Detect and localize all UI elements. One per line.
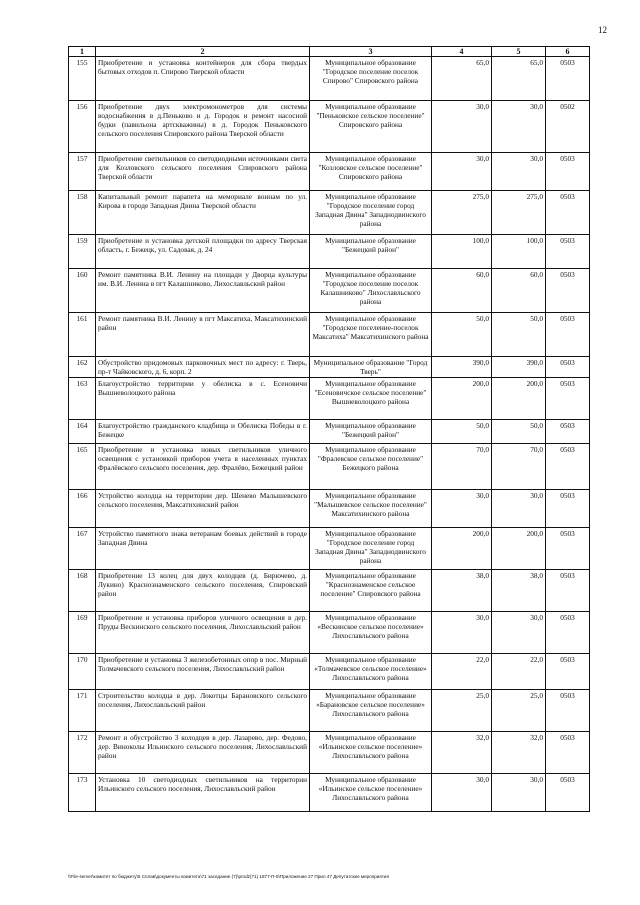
row-number: 164 [69,420,96,444]
row-description: Благоустройство территории у обелиска в с. Есеновичи Вышневолоцкого района [96,378,310,420]
row-recipient: Муниципальное образование "Бежецкий район" [310,235,432,269]
row-budget-code: 0503 [546,235,590,269]
row-recipient: Муниципальное образование "Фралевское сельское поселение" Бежецкого района [310,444,432,490]
row-description: Приобретение двух электромонометров для системы водоснабжения в д.Пеньково и д. Городок и ремонт насосной будки (павильона артскважины) в д. Городок Пеньковского сельского поселения Спировского района Тверской области [96,101,310,153]
column-header: 2 [96,47,310,57]
row-amount-1: 30,0 [432,774,492,812]
row-budget-code: 0503 [546,690,590,732]
table-row [69,357,590,378]
row-amount-2: 30,0 [492,774,546,812]
row-description: Установка 10 светодиодных светильников на территории Ильинского сельского поселения, Лихославльский район [96,774,310,812]
row-recipient: Муниципальное образование "Городское поселение-поселок Максатиха" Максатихинского района [310,313,432,357]
row-budget-code: 0503 [546,378,590,420]
row-amount-2: 275,0 [492,191,546,235]
row-recipient: Муниципальное образование "Малышевское сельское поселение" Максатихинского района [310,490,432,528]
row-amount-2: 25,0 [492,690,546,732]
table-row [69,570,590,612]
row-number: 172 [69,732,96,774]
row-recipient: Муниципальное образование "Городское поселение город Западная Двина" Западнодвинского района [310,191,432,235]
table-row [69,313,590,357]
row-number: 162 [69,357,96,378]
row-recipient: Муниципальное образование "Есеновичское сельское поселение" Вышневолоцкого района [310,378,432,420]
row-amount-2: 22,0 [492,654,546,690]
row-recipient: Муниципальное образование "Городское поселение поселок Спирово" Спировского района [310,57,432,101]
row-amount-1: 32,0 [432,732,492,774]
row-amount-2: 38,0 [492,570,546,612]
row-amount-1: 100,0 [432,235,492,269]
table-row [69,490,590,528]
row-amount-1: 70,0 [432,444,492,490]
row-recipient: Муниципальное образование «Толмачевское сельское поселение» Лихославльского района [310,654,432,690]
row-recipient: Муниципальное образование «Барановское сельское поселение» Лихославльского района [310,690,432,732]
file-path-footer: \\File-server\комитет по бюджету\5 Сплав\документы комитета\71 заседание (7)\prodz(71) 1877-П-5\Приложение 27 Прил 47 Депутатские мероприятия [68,874,389,879]
table-row [69,654,590,690]
row-amount-2: 200,0 [492,528,546,570]
row-amount-2: 30,0 [492,153,546,191]
row-budget-code: 0503 [546,313,590,357]
row-number: 160 [69,269,96,313]
row-amount-2: 50,0 [492,313,546,357]
row-amount-1: 30,0 [432,101,492,153]
allocation-table [68,46,590,812]
column-header: 4 [432,47,492,57]
row-amount-2: 50,0 [492,420,546,444]
row-description: Приобретение светильников со светодиодными источниками света для Козловского сельского поселения Спировского района Тверской области [96,153,310,191]
table-row [69,690,590,732]
table-row [69,57,590,101]
row-number: 163 [69,378,96,420]
row-amount-1: 275,0 [432,191,492,235]
page-number: 12 [598,25,607,35]
row-number: 155 [69,57,96,101]
row-amount-2: 100,0 [492,235,546,269]
row-description: Приобретение и установка детской площадки по адресу Тверская область, г. Бежецк, ул. Садовая, д. 24 [96,235,310,269]
row-recipient: Муниципальное образование «Ильинское сельское поселение» Лихославльского района [310,732,432,774]
row-description: Обустройство придомовых парковочных мест по адресу: г. Тверь, пр-т Чайковского, д. 6, корп. 2 [96,357,310,378]
row-number: 171 [69,690,96,732]
row-description: Приобретение и установка 3 железобетонных опор в пос. Мирный Толмачевского сельского поселения, Лихославльский район [96,654,310,690]
row-number: 166 [69,490,96,528]
row-description: Ремонт и обустройство 3 колодцев в дер. Лазарево, дер. Федово, дер. Виноколы Ильинского сельского поселения, Лихославльский район [96,732,310,774]
row-recipient: Муниципальное образование "Краснознаменское сельское поселение" Спировского района [310,570,432,612]
row-budget-code: 0503 [546,420,590,444]
row-amount-1: 22,0 [432,654,492,690]
row-amount-1: 25,0 [432,690,492,732]
row-description: Благоустройство гражданского кладбища и Обелиска Победы в г. Бежецке [96,420,310,444]
row-budget-code: 0503 [546,732,590,774]
row-amount-2: 70,0 [492,444,546,490]
row-description: Приобретение и установка новых светильников уличного освещения с установкой приборов учета в населенных пунктах Фралёвского сельского поселения, дер. Фралёво, Бежецкий район [96,444,310,490]
row-amount-2: 60,0 [492,269,546,313]
row-budget-code: 0503 [546,57,590,101]
row-amount-2: 30,0 [492,490,546,528]
row-description: Ремонт памятника В.И. Ленину в пгт Максатиха, Максатихинский район [96,313,310,357]
row-budget-code: 0503 [546,612,590,654]
row-description: Капитальный ремонт парапета на мемориале воинам по ул. Кирова в городе Западная Двина Тверской области [96,191,310,235]
row-amount-1: 30,0 [432,612,492,654]
table-row [69,612,590,654]
column-header: 6 [546,47,590,57]
row-recipient: Муниципальное образование "Бежецкий район" [310,420,432,444]
row-budget-code: 0503 [546,774,590,812]
row-amount-1: 65,0 [432,57,492,101]
row-amount-1: 60,0 [432,269,492,313]
row-amount-2: 65,0 [492,57,546,101]
table-row [69,732,590,774]
table-row [69,101,590,153]
row-budget-code: 0503 [546,357,590,378]
column-header: 3 [310,47,432,57]
row-budget-code: 0502 [546,101,590,153]
table-row [69,153,590,191]
row-number: 159 [69,235,96,269]
row-recipient: Муниципальное образование "Пеньковское сельское поселение" Спировского района [310,101,432,153]
table-row [69,774,590,812]
row-description: Приобретение и установка приборов уличного освещения в дер. Пруды Вескинского сельского поселения, Лихославльский район [96,612,310,654]
row-amount-1: 38,0 [432,570,492,612]
row-description: Устройство памятного знака ветеранам боевых действий в городе Западная Двина [96,528,310,570]
row-description: Приобретение 13 колец для двух колодцев (д. Бирючево, д. Лукино) Краснознаменского сельского поселения, Спировский район [96,570,310,612]
row-number: 165 [69,444,96,490]
table-row [69,191,590,235]
column-header: 5 [492,47,546,57]
row-description: Строительство колодца в дер. Локотцы Барановского сельского поселения, Лихославльский район [96,690,310,732]
table-header-row [69,47,590,57]
row-number: 161 [69,313,96,357]
row-amount-1: 50,0 [432,420,492,444]
table-row [69,269,590,313]
table-row [69,420,590,444]
row-number: 173 [69,774,96,812]
row-budget-code: 0503 [546,528,590,570]
row-recipient: Муниципальное образование "Городское поселение поселок Калашниково" Лихославльского района [310,269,432,313]
row-number: 170 [69,654,96,690]
row-amount-1: 200,0 [432,528,492,570]
table-row [69,528,590,570]
row-budget-code: 0503 [546,444,590,490]
row-recipient: Муниципальное образование «Вескинское сельское поселение» Лихославльского района [310,612,432,654]
row-amount-2: 30,0 [492,101,546,153]
table-row [69,235,590,269]
row-amount-2: 390,0 [492,357,546,378]
row-number: 157 [69,153,96,191]
row-number: 169 [69,612,96,654]
row-number: 168 [69,570,96,612]
row-description: Приобретение и установка контейнеров для сбора твердых бытовых отходов п. Спирово Тверской области [96,57,310,101]
table-row [69,378,590,420]
row-description: Устройство колодца на территории дер. Шенево Малышевского сельского поселения, Максатихинский район [96,490,310,528]
row-recipient: Муниципальное образование «Ильинское сельское поселение» Лихославльского района [310,774,432,812]
row-number: 167 [69,528,96,570]
row-budget-code: 0503 [546,490,590,528]
row-amount-1: 200,0 [432,378,492,420]
row-amount-1: 50,0 [432,313,492,357]
row-number: 158 [69,191,96,235]
row-budget-code: 0503 [546,570,590,612]
row-description: Ремонт памятника В.И. Ленину на площади у Дворца культуры им. В.И. Ленина в пгт Калашниково, Лихославльский район [96,269,310,313]
row-recipient: Муниципальное образование "Городское поселение город Западная Двина" Западнодвинского района [310,528,432,570]
row-amount-1: 390,0 [432,357,492,378]
column-header: 1 [69,47,96,57]
row-amount-2: 200,0 [492,378,546,420]
row-budget-code: 0503 [546,191,590,235]
row-recipient: Муниципальное образование "Козловское сельское поселение" Спировского района [310,153,432,191]
row-amount-2: 30,0 [492,612,546,654]
row-budget-code: 0503 [546,153,590,191]
row-amount-1: 30,0 [432,153,492,191]
row-budget-code: 0503 [546,654,590,690]
row-recipient: Муниципальное образование "Город Тверь" [310,357,432,378]
row-amount-2: 32,0 [492,732,546,774]
row-budget-code: 0503 [546,269,590,313]
row-amount-1: 30,0 [432,490,492,528]
table-row [69,444,590,490]
row-number: 156 [69,101,96,153]
table-body [69,57,590,812]
